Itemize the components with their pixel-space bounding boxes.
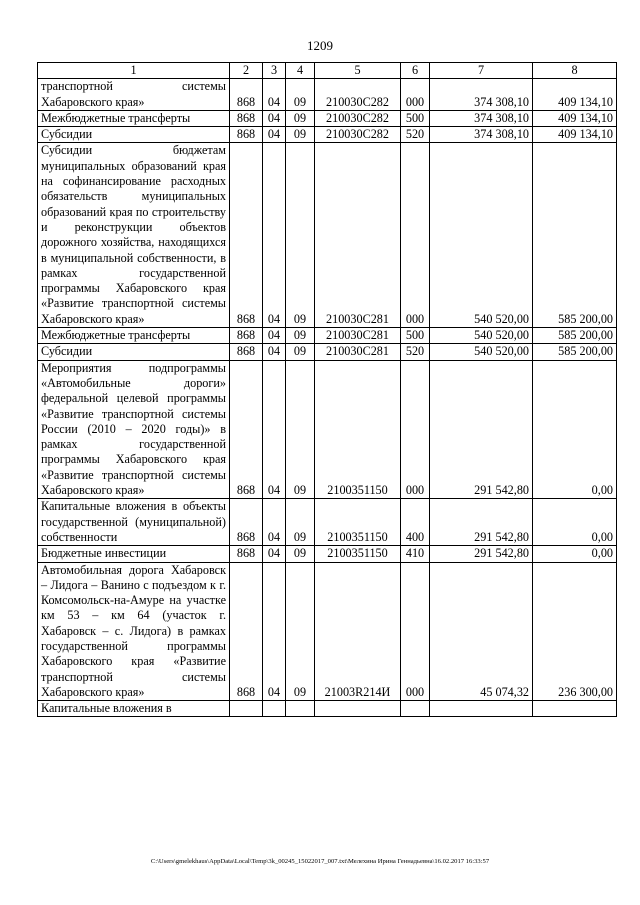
row-code-subsection: 09: [286, 79, 315, 111]
row-name: транспортной системы Хабаровского края»: [38, 79, 230, 111]
row-code-section: [263, 701, 286, 717]
row-name: Бюджетные инвестиции: [38, 546, 230, 562]
row-code-section: 04: [263, 562, 286, 701]
row-code-admin: [230, 701, 263, 717]
row-amount-year1: 374 308,10: [430, 110, 533, 126]
row-code-expense-type: 000: [401, 79, 430, 111]
row-name: Субсидии: [38, 344, 230, 360]
header-col-4: 4: [286, 63, 315, 79]
row-name: Субсидии: [38, 127, 230, 143]
row-code-subsection: 09: [286, 143, 315, 328]
row-code-subsection: 09: [286, 546, 315, 562]
row-code-subsection: 09: [286, 127, 315, 143]
row-code-target: 210030С281: [315, 344, 401, 360]
row-code-section: 04: [263, 360, 286, 499]
row-code-target: 2100351150: [315, 546, 401, 562]
row-code-target: [315, 701, 401, 717]
row-code-section: 04: [263, 344, 286, 360]
table-row: [38, 328, 617, 344]
table-row: [38, 546, 617, 562]
row-code-subsection: [286, 701, 315, 717]
row-code-expense-type: 520: [401, 344, 430, 360]
header-col-8: 8: [533, 63, 617, 79]
row-amount-year1: 291 542,80: [430, 546, 533, 562]
row-amount-year2: 0,00: [533, 499, 617, 546]
row-code-subsection: 09: [286, 499, 315, 546]
row-code-expense-type: 400: [401, 499, 430, 546]
row-name: Субсидии бюджетам муниципальных образований края на софинансирование расходных обязательств муниципальных образований края по строительству и реконструкции объектов дорожного хозяйства, находящихся в муниципальной собственности, в рамках государственной программы Хабаровского края «Развитие транспортной системы Хабаровского края»: [38, 143, 230, 328]
table-row: [38, 110, 617, 126]
row-code-target: 210030С281: [315, 143, 401, 328]
row-code-target: 210030С281: [315, 328, 401, 344]
row-amount-year2: 585 200,00: [533, 328, 617, 344]
row-name: Капитальные вложения в объекты государственной (муниципальной) собственности: [38, 499, 230, 546]
row-amount-year1: 540 520,00: [430, 328, 533, 344]
row-amount-year1: 540 520,00: [430, 143, 533, 328]
table-row: [38, 562, 617, 701]
row-code-expense-type: 000: [401, 143, 430, 328]
row-code-subsection: 09: [286, 110, 315, 126]
row-amount-year1: 291 542,80: [430, 360, 533, 499]
row-name: Межбюджетные трансферты: [38, 110, 230, 126]
row-amount-year2: 585 200,00: [533, 344, 617, 360]
table-row: [38, 127, 617, 143]
header-col-5: 5: [315, 63, 401, 79]
row-code-expense-type: 410: [401, 546, 430, 562]
row-code-section: 04: [263, 127, 286, 143]
row-code-section: 04: [263, 328, 286, 344]
row-amount-year2: 0,00: [533, 546, 617, 562]
row-code-admin: 868: [230, 499, 263, 546]
row-amount-year2: 409 134,10: [533, 79, 617, 111]
row-amount-year1: 291 542,80: [430, 499, 533, 546]
table-row: [38, 143, 617, 328]
row-code-target: 210030С282: [315, 110, 401, 126]
budget-table: [37, 62, 617, 717]
row-code-admin: 868: [230, 143, 263, 328]
row-code-target: 2100351150: [315, 360, 401, 499]
row-amount-year2: 409 134,10: [533, 127, 617, 143]
table-row: [38, 701, 617, 717]
row-amount-year2: 585 200,00: [533, 143, 617, 328]
row-code-expense-type: 520: [401, 127, 430, 143]
row-amount-year2: [533, 701, 617, 717]
row-code-subsection: 09: [286, 562, 315, 701]
row-code-admin: 868: [230, 127, 263, 143]
table-row: [38, 360, 617, 499]
row-amount-year1: 45 074,32: [430, 562, 533, 701]
row-amount-year2: 409 134,10: [533, 110, 617, 126]
row-code-admin: 868: [230, 344, 263, 360]
row-amount-year1: 540 520,00: [430, 344, 533, 360]
row-code-expense-type: 500: [401, 110, 430, 126]
row-code-target: 210030С282: [315, 127, 401, 143]
header-col-6: 6: [401, 63, 430, 79]
row-amount-year1: [430, 701, 533, 717]
header-col-2: 2: [230, 63, 263, 79]
row-name: Межбюджетные трансферты: [38, 328, 230, 344]
row-code-subsection: 09: [286, 360, 315, 499]
row-amount-year2: 236 300,00: [533, 562, 617, 701]
table-row: [38, 79, 617, 111]
table-row: [38, 344, 617, 360]
row-code-admin: 868: [230, 110, 263, 126]
row-amount-year2: 0,00: [533, 360, 617, 499]
header-row: [38, 63, 617, 79]
row-code-target: 21003R214И: [315, 562, 401, 701]
row-code-admin: 868: [230, 79, 263, 111]
row-amount-year1: 374 308,10: [430, 127, 533, 143]
row-code-section: 04: [263, 79, 286, 111]
row-name: Автомобильная дорога Хабаровск – Лидога – Ванино с подъездом к г. Комсомольск-на-Амуре на участке км 53 – км 64 (участок г. Хабаровск – с. Лидога) в рамках государственной программы Хабаровского края «Развитие транспортной системы Хабаровского края»: [38, 562, 230, 701]
row-code-expense-type: [401, 701, 430, 717]
row-code-admin: 868: [230, 562, 263, 701]
row-amount-year1: 374 308,10: [430, 79, 533, 111]
row-code-admin: 868: [230, 360, 263, 499]
row-code-admin: 868: [230, 328, 263, 344]
row-code-target: 210030С282: [315, 79, 401, 111]
row-code-subsection: 09: [286, 328, 315, 344]
row-code-admin: 868: [230, 546, 263, 562]
row-code-section: 04: [263, 110, 286, 126]
header-col-7: 7: [430, 63, 533, 79]
file-path-footer: C:\Users\gmelekhaus\AppData\Local\Temp\3k_00245_15022017_007.txt\Мелехина Ирина Геннадьевна\16.02.2017 16:33:57: [150, 858, 490, 865]
row-code-expense-type: 000: [401, 360, 430, 499]
row-code-expense-type: 500: [401, 328, 430, 344]
header-col-1: 1: [38, 63, 230, 79]
row-code-section: 04: [263, 546, 286, 562]
row-code-subsection: 09: [286, 344, 315, 360]
row-code-section: 04: [263, 143, 286, 328]
row-code-section: 04: [263, 499, 286, 546]
row-code-target: 2100351150: [315, 499, 401, 546]
row-name: Капитальные вложения в: [38, 701, 230, 717]
page-number: 1209: [307, 38, 333, 53]
table-row: [38, 499, 617, 546]
row-name: Мероприятия подпрограммы «Автомобильные дороги» федеральной целевой программы «Развитие транспортной системы России (2010 – 2020 годы)» в рамках государственной программы Хабаровского края «Развитие транспортной системы Хабаровского края»: [38, 360, 230, 499]
row-code-expense-type: 000: [401, 562, 430, 701]
header-col-3: 3: [263, 63, 286, 79]
